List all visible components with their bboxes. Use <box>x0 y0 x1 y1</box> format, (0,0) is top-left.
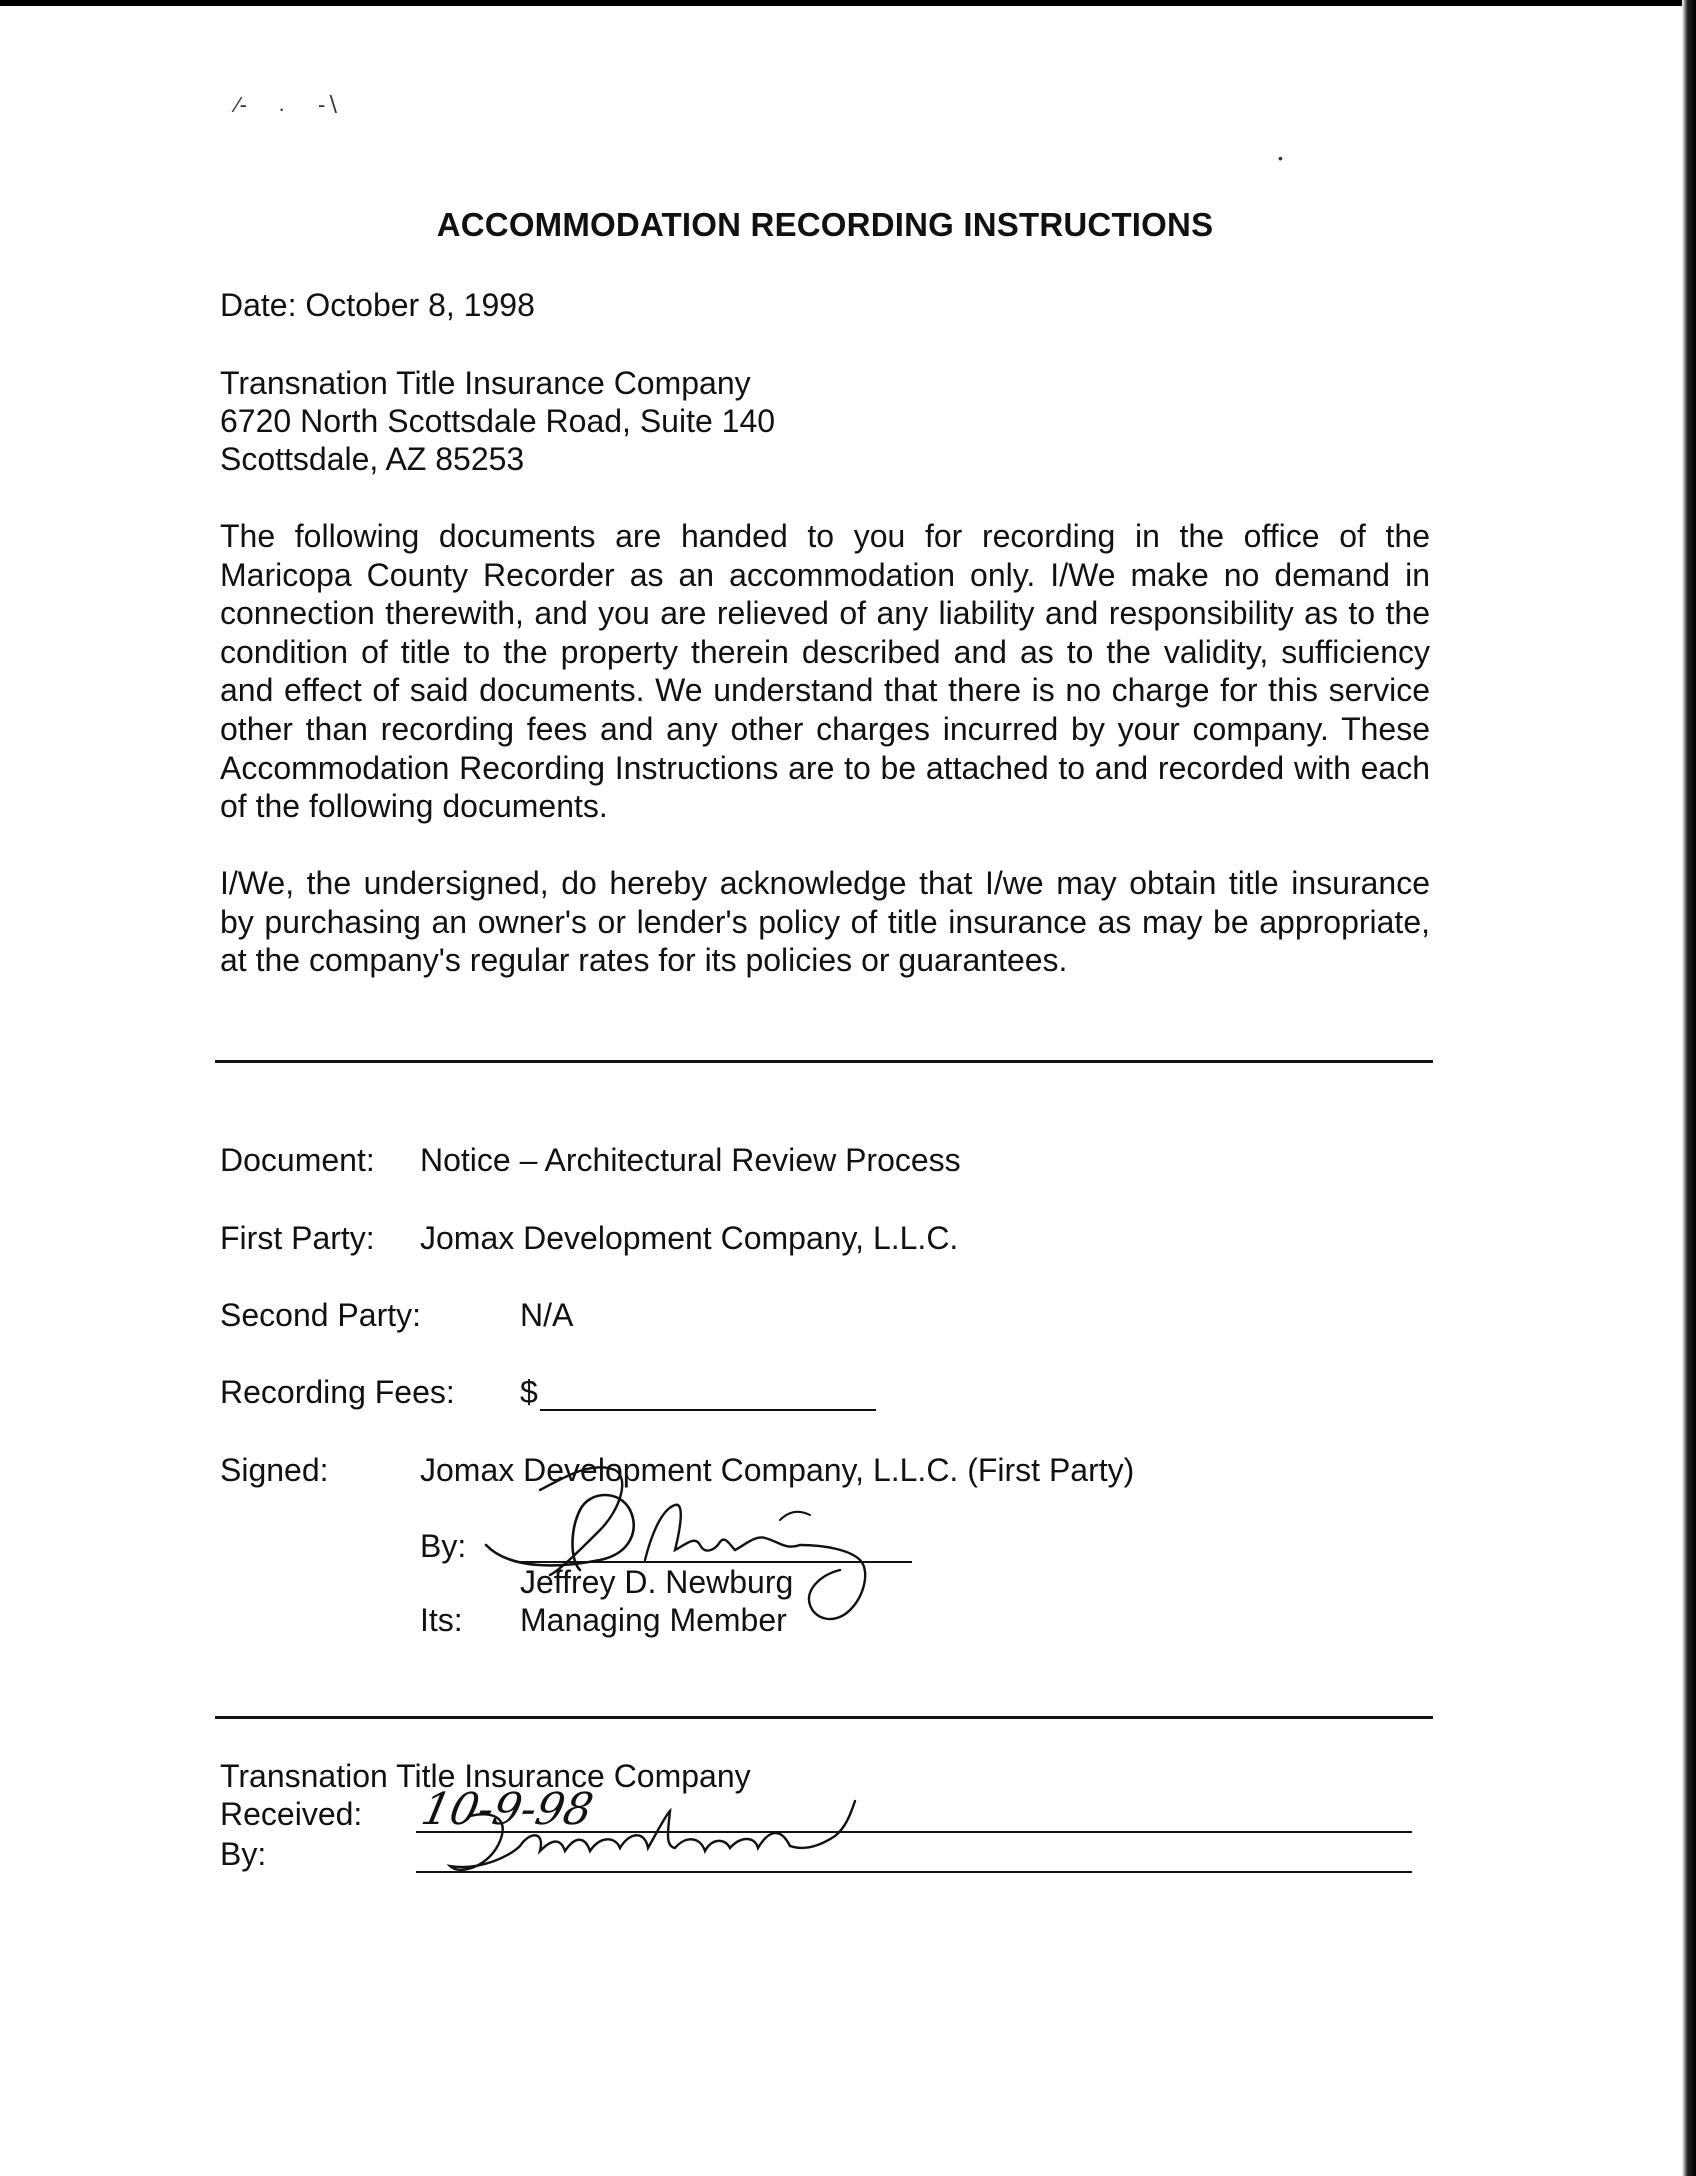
by-label: By: <box>420 1528 467 1564</box>
scan-artifact-dot: · <box>278 96 286 121</box>
document-value: Notice – Architectural Review Process <box>420 1142 961 1178</box>
dollar-sign: $ <box>520 1374 538 1410</box>
signer-name: Jeffrey D. Newburg <box>520 1564 794 1600</box>
handwritten-receipt-signature <box>450 1796 870 1886</box>
signed-label: Signed: <box>220 1452 329 1488</box>
received-label: Received: <box>220 1796 363 1832</box>
scan-artifact-mark: ‐∖ <box>318 92 340 117</box>
signed-value: Jomax Development Company, L.L.C. (First Party) <box>420 1452 1135 1488</box>
its-label: Its: <box>420 1602 463 1638</box>
second-party-value: N/A <box>520 1297 574 1333</box>
acknowledgement-paragraph: I/We, the undersigned, do hereby acknowledge that I/we may obtain title insurance by purchasing an owner's or lender's policy of title insurance as may be appropriate, at the company's regular rates for its policies or guarantees. <box>220 865 1430 979</box>
document-label: Document: <box>220 1142 375 1178</box>
its-value: Managing Member <box>520 1602 787 1638</box>
scan-artifact-mark: ∕‐ <box>236 92 247 117</box>
scan-top-edge <box>0 0 1696 6</box>
document-title: ACCOMMODATION RECORDING INSTRUCTIONS <box>436 206 1214 243</box>
first-party-value: Jomax Development Company, L.L.C. <box>420 1220 959 1256</box>
receipt-by-label: By: <box>220 1836 267 1872</box>
second-party-label: Second Party: <box>220 1297 421 1333</box>
date-line: Date: October 8, 1998 <box>220 287 535 323</box>
scan-artifact-dot: • <box>1278 150 1283 166</box>
receipt-company: Transnation Title Insurance Company <box>220 1758 751 1794</box>
received-date-text: 10-9-98 <box>417 1784 598 1835</box>
address-line-2: 6720 North Scottsdale Road, Suite 140 <box>220 403 776 439</box>
recording-fees-blank-line <box>540 1409 876 1411</box>
section-divider-lower <box>215 1716 1433 1719</box>
address-line-3: Scottsdale, AZ 85253 <box>220 441 525 477</box>
instructions-paragraph: The following documents are handed to you for recording in the office of the Maricopa County Recorder as an accommodation only. I/We make no demand in connection therewith, and you are relieved of any liability and responsibility as to the condition of title to the property therein described and as to the validity, sufficiency and effect of said documents. We understand that there is no charge for this service other than recording fees and any other charges incurred by your company. These Accommodation Recording Instructions are to be attached to and recorded with each of the following documents. <box>220 518 1430 825</box>
recording-fees-label: Recording Fees: <box>220 1374 455 1410</box>
first-party-label: First Party: <box>220 1220 375 1256</box>
address-line-1: Transnation Title Insurance Company <box>220 365 751 401</box>
handwritten-signature-newburg <box>480 1450 920 1650</box>
scan-right-edge <box>1682 0 1696 2176</box>
section-divider <box>215 1060 1433 1063</box>
